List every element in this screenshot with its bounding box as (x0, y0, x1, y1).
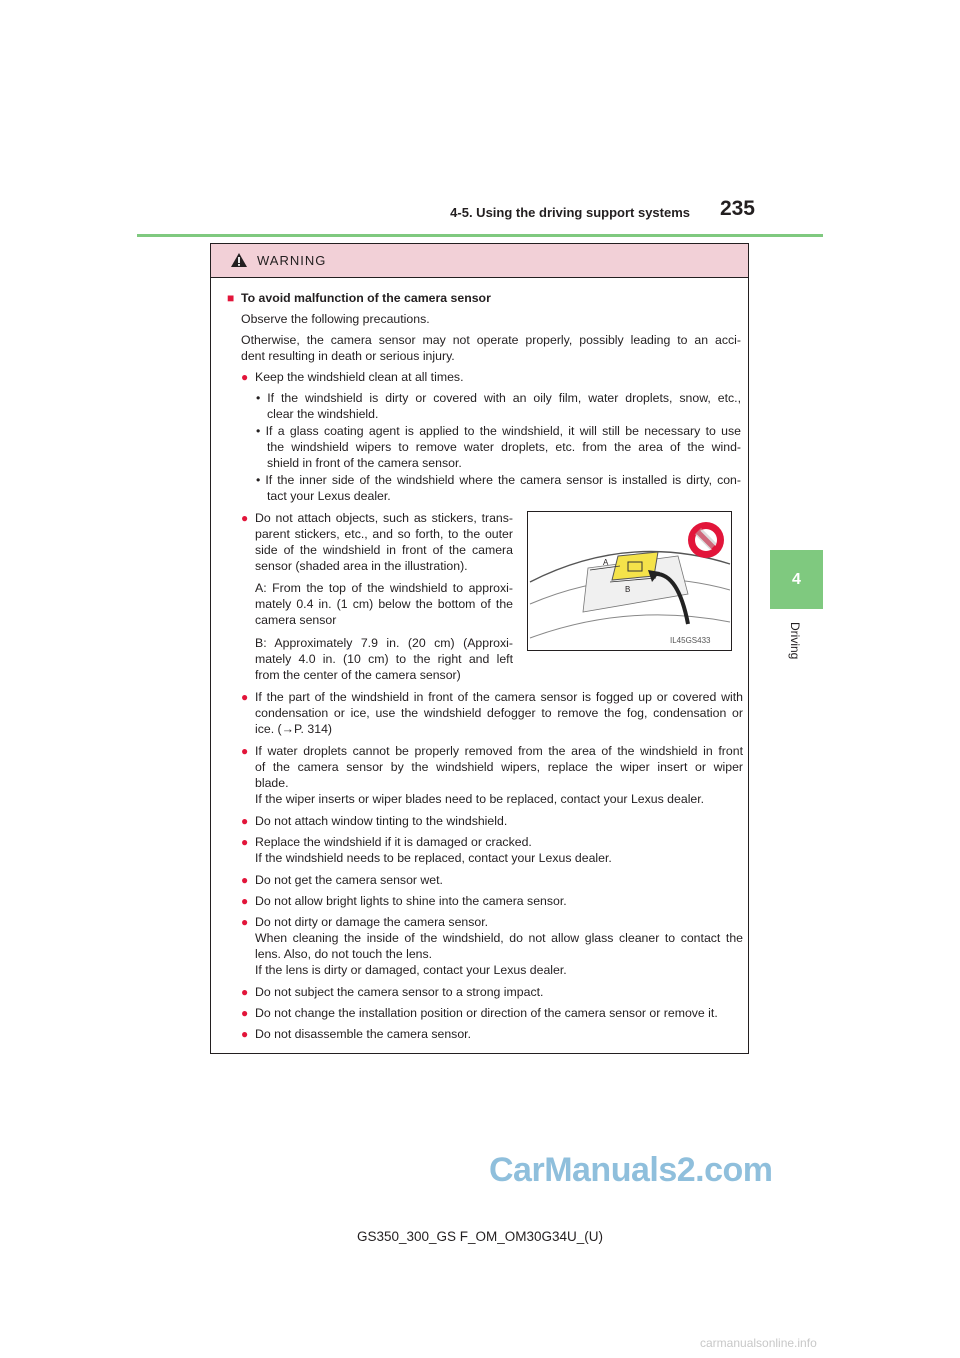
sub-bullet-text: • If the windshield is dirty or covered with an oily film, water droplets, snow, etc., (256, 391, 741, 405)
windshield-illustration (527, 511, 732, 651)
bullet-text: If the lens is dirty or damaged, contact your Lexus dealer. (255, 963, 567, 977)
bullet-circle-icon: ● (241, 894, 249, 908)
bullet-text: side of the windshield in front of the camera (255, 543, 513, 557)
intro-line: Otherwise, the camera sensor may not operate properly, possibly leading to an acci- (241, 333, 741, 347)
bullet-circle-icon: ● (241, 1027, 249, 1041)
bullet-text: If the windshield needs to be replaced, contact your Lexus dealer. (255, 851, 612, 865)
warning-header (211, 244, 748, 278)
bullet-text: condensation or ice, use the windshield defogger to remove the fog, condensation or (255, 706, 743, 720)
document-code: GS350_300_GS F_OM_OM30G34U_(U) (356, 1229, 604, 1244)
sub-bullet-text: • If the inner side of the windshield where the camera sensor is installed is dirty, con- (256, 473, 741, 487)
bullet-text: Do not dirty or damage the camera sensor. (255, 915, 489, 929)
intro-line: Observe the following precautions. (241, 312, 430, 326)
bullet-text: Do not subject the camera sensor to a strong impact. (255, 985, 544, 999)
note-a: camera sensor (255, 613, 337, 627)
bullet-text: blade. (255, 776, 289, 790)
sub-bullet-text: tact your Lexus dealer. (267, 489, 391, 503)
square-bullet-icon: ■ (227, 291, 235, 305)
bullet-circle-icon: ● (241, 1006, 249, 1020)
bullet-text: ice. (→P. 314) (255, 722, 333, 736)
chapter-label-text: Driving (788, 622, 802, 660)
sub-bullet-text: the windshield wipers to remove water droplets, etc. from the area of the wind- (267, 440, 741, 454)
bullet-circle-icon: ● (241, 744, 249, 758)
intro-line: dent resulting in death or serious injury. (241, 349, 455, 363)
bullet-text: When cleaning the inside of the windshield, do not allow glass cleaner to contact the (255, 931, 743, 945)
watermark-site[interactable]: carmanualsonline.info (700, 1336, 817, 1350)
note-b: from the center of the camera sensor) (255, 668, 461, 682)
bullet-text: parent stickers, etc., and so forth, to the outer (255, 527, 513, 541)
label-b: B (625, 585, 631, 594)
bullet-circle-icon: ● (241, 370, 249, 384)
bullet-circle-icon: ● (241, 873, 249, 887)
bullet-text: lens. Also, do not touch the lens. (255, 947, 433, 961)
bullet-text: Do not get the camera sensor wet. (255, 873, 443, 887)
bullet-circle-icon: ● (241, 835, 249, 849)
note-b: mately 4.0 in. (10 cm) to the right and left (255, 652, 513, 666)
windshield-illustration-graphic (528, 512, 731, 650)
label-a: A (603, 558, 609, 567)
bullet-text: Do not disassemble the camera sensor. (255, 1027, 471, 1041)
section-title: 4-5. Using the driving support systems (450, 205, 690, 220)
chapter-tab[interactable]: 4 (770, 550, 823, 609)
warning-title: WARNING (257, 253, 327, 268)
bullet-text: Replace the windshield if it is damaged or cracked. (255, 835, 532, 849)
bullet-text: Do not allow bright lights to shine into the camera sensor. (255, 894, 567, 908)
note-a: mately 0.4 in. (1 cm) below the bottom of the (255, 597, 513, 611)
bullet-circle-icon: ● (241, 814, 249, 828)
chapter-label (786, 622, 806, 692)
sub-bullet-text: • If a glass coating agent is applied to the windshield, it will still be necessary to use (256, 424, 741, 438)
sub-bullet-text: shield in front of the camera sensor. (267, 456, 462, 470)
header-divider (137, 234, 823, 237)
watermark-logo[interactable]: CarManuals2.com (489, 1151, 773, 1189)
bullet-text: Keep the windshield clean at all times. (255, 370, 464, 384)
bullet-text: of the camera sensor by the windshield wipers, replace the wiper insert or wiper (255, 760, 743, 774)
warning-heading: To avoid malfunction of the camera sensor (241, 291, 491, 305)
note-a: A: From the top of the windshield to approxi- (255, 581, 513, 595)
bullet-text: Do not attach objects, such as stickers, trans- (255, 511, 513, 525)
bullet-text: Do not change the installation position or direction of the camera sensor or remove it. (255, 1006, 718, 1020)
bullet-text: If the part of the windshield in front of the camera sensor is fogged up or covered with (255, 690, 743, 704)
sub-bullet-text: clear the windshield. (267, 407, 379, 421)
bullet-circle-icon: ● (241, 985, 249, 999)
bullet-text: If the wiper inserts or wiper blades need to be replaced, contact your Lexus dealer. (255, 792, 705, 806)
note-b: B: Approximately 7.9 in. (20 cm) (Approxi- (255, 636, 513, 650)
page-number: 235 (719, 197, 755, 220)
bullet-circle-icon: ● (241, 690, 249, 704)
bullet-text: Do not attach window tinting to the windshield. (255, 814, 508, 828)
warning-triangle-icon (230, 252, 248, 268)
bullet-circle-icon: ● (241, 915, 249, 929)
bullet-text: If water droplets cannot be properly removed from the area of the windshield in front (255, 744, 743, 758)
illustration-code: IL45GS433 (670, 636, 711, 645)
bullet-circle-icon: ● (241, 511, 249, 525)
bullet-text: sensor (shaded area in the illustration). (255, 559, 468, 573)
